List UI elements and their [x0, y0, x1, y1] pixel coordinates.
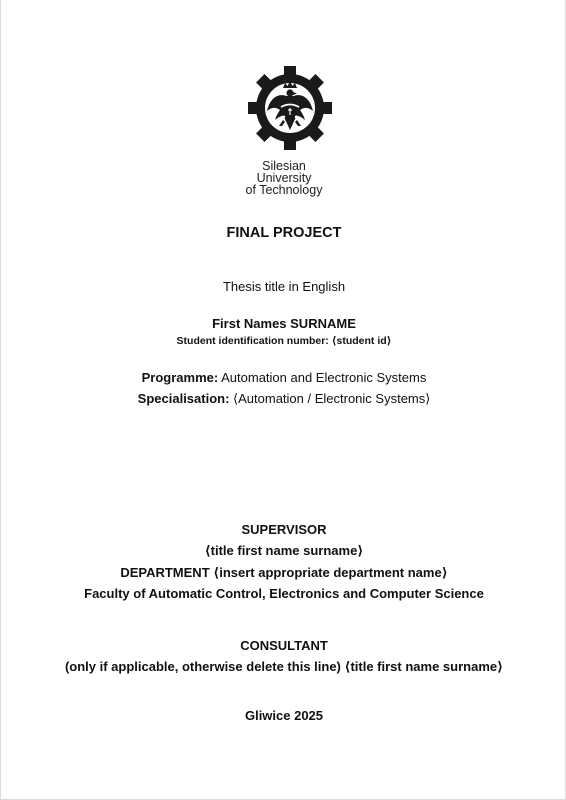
student-id-label: Student identification number: — [176, 335, 329, 347]
university-name — [1, 160, 566, 196]
department-label: DEPARTMENT — [120, 565, 210, 580]
university-name-line: University — [256, 171, 312, 185]
document-type: FINAL PROJECT — [226, 225, 342, 241]
specialisation-line — [1, 391, 566, 407]
specialisation-value: ⟨Automation / Electronic Systems⟩ — [233, 391, 431, 406]
programme-line — [1, 370, 566, 385]
student-id-line — [1, 335, 566, 347]
university-name-line: of Technology — [245, 183, 323, 197]
supervisor-name: ⟨title first name surname⟩ — [204, 543, 364, 558]
faculty-name: Faculty of Automatic Control, Electronics and Computer Science — [84, 586, 484, 601]
department-line — [1, 565, 566, 581]
supervisor-heading: SUPERVISOR — [241, 522, 327, 537]
place-year: Gliwice 2025 — [244, 708, 324, 723]
university-name-line: Silesian — [262, 159, 306, 173]
department-value: ⟨insert appropriate department name⟩ — [213, 565, 448, 580]
consultant-heading: CONSULTANT — [240, 638, 328, 653]
consultant-name: ⟨title first name surname⟩ — [344, 659, 504, 674]
specialisation-label: Specialisation: — [137, 391, 230, 406]
consultant-line — [1, 659, 566, 675]
thesis-title: Thesis title in English — [222, 279, 346, 294]
programme-label: Programme: — [141, 370, 219, 385]
consultant-note: (only if applicable, otherwise delete this line) — [64, 659, 341, 674]
university-logo-icon — [248, 66, 332, 150]
programme-value: Automation and Electronic Systems — [221, 370, 427, 385]
student-name: First Names SURNAME — [212, 316, 356, 331]
student-id-value: ⟨student id⟩ — [331, 335, 392, 347]
